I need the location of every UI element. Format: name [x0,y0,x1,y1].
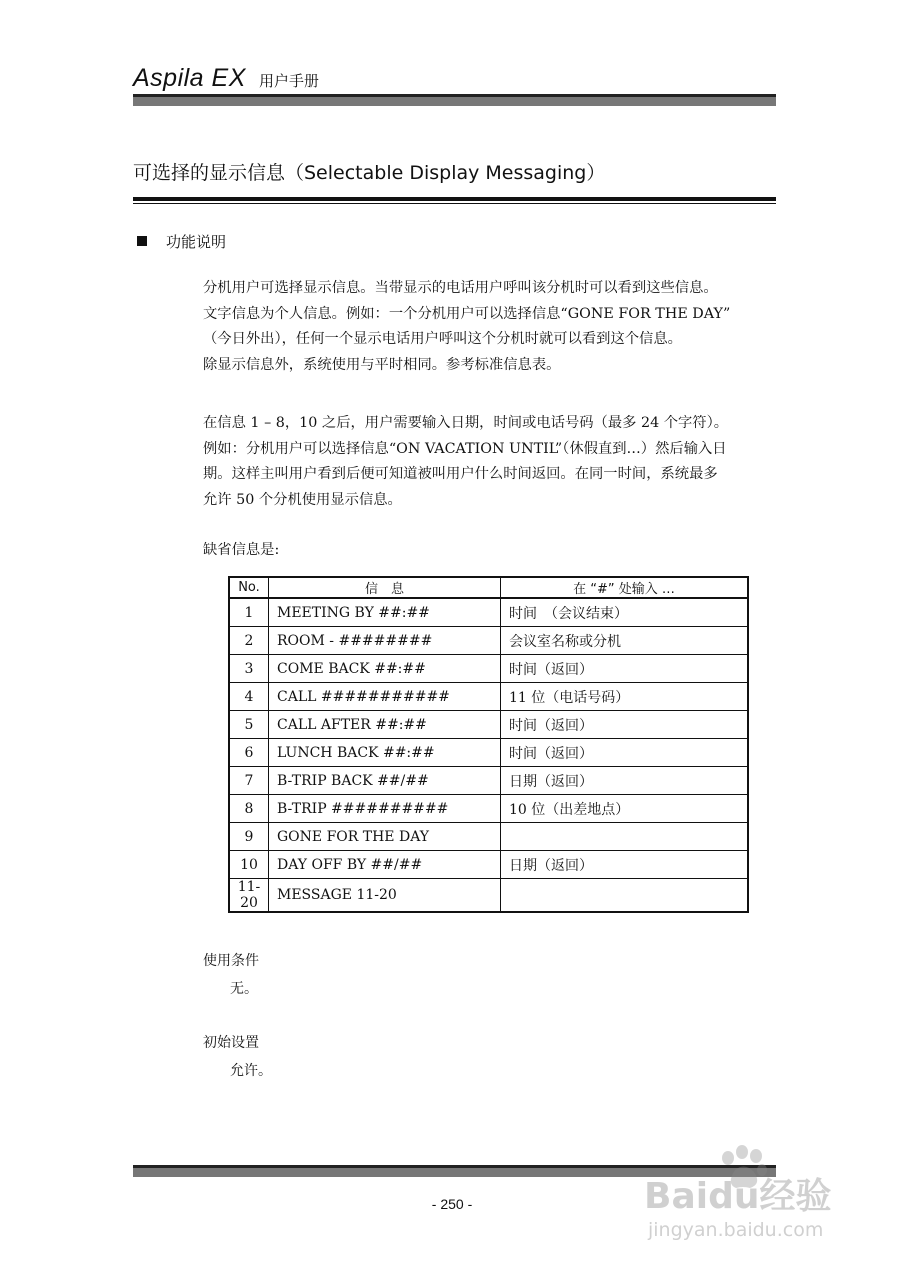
cell-message: CALL AFTER ##:## [269,711,501,739]
section-title: 可选择的显示信息（Selectable Display Messaging） [133,162,606,184]
cell-input: 日期（返回） [501,851,749,879]
square-bullet-icon [137,236,147,246]
table-row [229,795,748,823]
paragraph-line: 期。这样主叫用户看到后便可知道被叫用户什么时间返回。在同一时间，系统最多 [203,466,718,482]
section-rule-thin [133,203,776,204]
cell-input [501,879,749,913]
initial-setting-value: 允许。 [230,1063,272,1079]
cell-no: 5 [229,711,269,739]
table-row [229,823,748,851]
baidu-watermark [640,1140,870,1250]
header-product-title: Aspila EX [133,64,246,92]
cell-message: MEETING BY ##:## [269,598,501,627]
cell-message: LUNCH BACK ##:## [269,739,501,767]
cell-no: 10 [229,851,269,879]
cell-no: 6 [229,739,269,767]
table-row [229,739,748,767]
conditions-value: 无。 [230,981,258,997]
section-rule [133,197,776,201]
column-header-message: 信 息 [269,577,501,598]
paragraph-line: 例如：分机用户可以选择信息“ON VACATION UNTIL”（休假直到…）然后输入日 [203,440,727,457]
cell-no: 7 [229,767,269,795]
cell-input: 11 位（电话号码） [501,683,749,711]
column-header-input: 在 “#” 处输入 … [501,577,749,598]
cell-input: 时间（返回） [501,739,749,767]
paragraph-line: 分机用户可选择显示信息。当带显示的电话用户呼叫该分机时可以看到这些信息。 [203,280,718,296]
conditions-heading: 使用条件 [203,953,259,969]
cell-no: 1 [229,598,269,627]
initial-setting-heading: 初始设置 [203,1035,259,1051]
column-header-no: No. [229,577,269,598]
watermark-brand: Baidu经验 [644,1176,832,1217]
paragraph-line: 文字信息为个人信息。例如：一个分机用户可以选择信息“GONE FOR THE DAY” [203,305,731,322]
cell-message: B-TRIP BACK ##/## [269,767,501,795]
table-row [229,711,748,739]
page-number: - 250 - [431,1196,473,1212]
cell-message: DAY OFF BY ##/## [269,851,501,879]
cell-message: GONE FOR THE DAY [269,823,501,851]
paragraph-line: （今日外出），任何一个显示电话用户呼叫这个分机时就可以看到这个信息。 [203,331,682,347]
cell-no: 11-20 [229,879,269,913]
cell-no: 4 [229,683,269,711]
cell-input: 时间（返回） [501,711,749,739]
table-row [229,683,748,711]
cell-input: 时间 （会议结束） [501,598,749,627]
table-row [229,655,748,683]
table-row [229,851,748,879]
cell-input: 会议室名称或分机 [501,627,749,655]
cell-message: COME BACK ##:## [269,655,501,683]
cell-no: 9 [229,823,269,851]
table-header-row [229,577,748,598]
paragraph-line: 除显示信息外，系统使用与平时相同。参考标准信息表。 [203,356,561,373]
paragraph-line: 在信息 1 – 8，10 之后，用户需要输入日期，时间或电话号码（最多 24 个字符）。 [203,415,729,431]
cell-no: 8 [229,795,269,823]
cell-message: CALL ########### [269,683,501,711]
header-divider [133,94,776,106]
cell-input: 日期（返回） [501,767,749,795]
cell-no: 3 [229,655,269,683]
paragraph-description [203,276,778,378]
cell-no: 2 [229,627,269,655]
default-messages-table [228,576,749,913]
cell-input: 时间（返回） [501,655,749,683]
cell-message: ROOM - ######## [269,627,501,655]
watermark-url: jingyan.baidu.com [648,1219,824,1241]
subheading: 功能说明 [166,233,227,251]
table-row [229,879,748,913]
table-row [229,627,748,655]
default-messages-label: 缺省信息是: [203,542,280,558]
paragraph-line: 允许 50 个分机使用显示信息。 [203,491,402,508]
cell-message: B-TRIP ########## [269,795,501,823]
table-row [229,767,748,795]
paragraph-details [203,411,778,513]
table-row [229,598,748,627]
cell-input: 10 位（出差地点） [501,795,749,823]
cell-message: MESSAGE 11-20 [269,879,501,913]
cell-input [501,823,749,851]
header-manual-label: 用户手册 [259,72,320,90]
